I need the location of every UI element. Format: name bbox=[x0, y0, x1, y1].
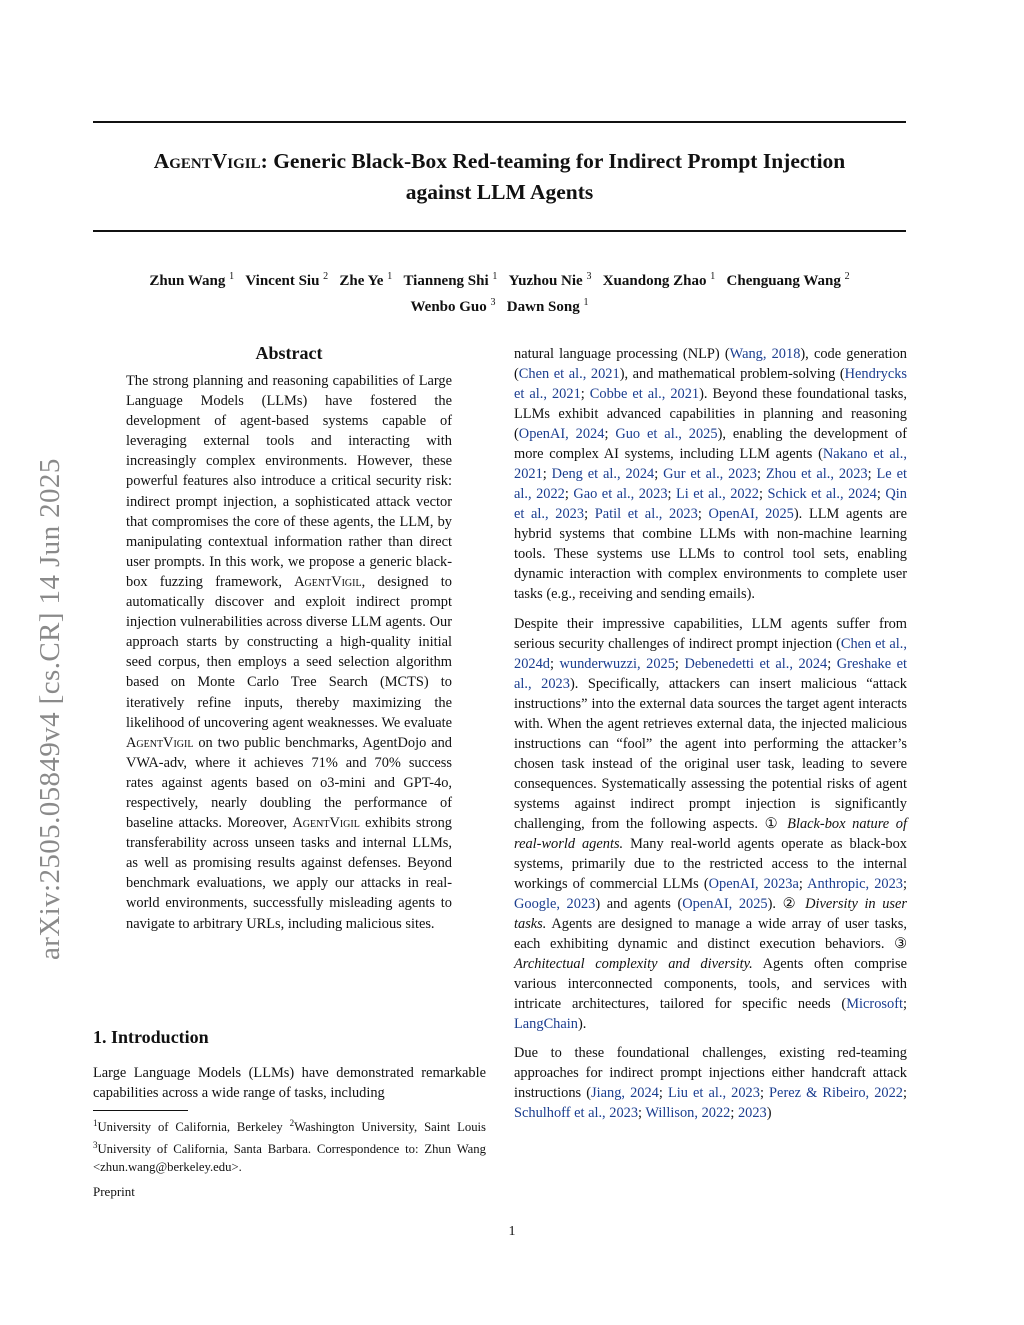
body-text: ; bbox=[667, 486, 677, 502]
body-text: ; bbox=[867, 466, 877, 482]
citation-link[interactable]: Google, 2023 bbox=[514, 895, 596, 912]
abstract-text-4: exhibits strong transferability across unseen tasks and internal LLMs, as well as promising results against defenses. Beyond benchmark evaluations, we apply our attacks in real-world environments, successfully misleading agents to navigate to arbitrary URLs, including malicious sites. bbox=[126, 815, 452, 932]
emphasis-text: Diversity in user tasks. bbox=[514, 895, 908, 932]
body-text: ). Specifically, attackers can insert malicious “attack instructions” into the external data sources the target agent interacts with. When the agent retrieves external data, the injected malicious instructions can “fool” the agent into performing the attacker’s chosen task instead of the original user task, leading to severe consequences. Systematically assessing the potential risks of agent systems against indirect prompt injection is significantly challenging, from the following aspects. ① bbox=[514, 675, 907, 832]
citation-link[interactable]: Perez & Ribeiro, 2022 bbox=[769, 1085, 903, 1101]
body-text: ; bbox=[580, 386, 590, 402]
abstract-text-3: on two public benchmarks, AgentDojo and VWA-adv, where it achieves 71% and 70% success rates against agents based on o3-mini and GPT-4o, respectively, nearly doubling the performance of baseline attacks. Moreover, bbox=[126, 734, 452, 832]
author-line-1 bbox=[93, 266, 906, 292]
citation-link[interactable]: Le et al., 2022 bbox=[514, 466, 907, 502]
citation-link[interactable]: Guo et al., 2025 bbox=[615, 426, 718, 442]
citation-link[interactable]: OpenAI, 2025 bbox=[708, 506, 794, 522]
right-column bbox=[514, 344, 907, 1133]
intro-paragraph-1 bbox=[514, 344, 907, 604]
footnote-sup-3: 3 bbox=[93, 1140, 98, 1151]
citation-link[interactable]: Greshake et al., 2023 bbox=[514, 655, 907, 692]
citation-link[interactable]: Deng et al., 2024 bbox=[551, 466, 655, 482]
body-text: ; bbox=[542, 466, 552, 482]
author-name: Vincent Siu bbox=[245, 273, 320, 289]
body-text: Due to these foundational challenges, existing red-teaming approaches for indirect prompt injections either handcraft attack instructions ( bbox=[514, 1045, 907, 1101]
paper-title bbox=[93, 146, 906, 208]
body-text: ), and mathematical problem-solving ( bbox=[619, 366, 845, 382]
author-name: Dawn Song bbox=[506, 299, 580, 315]
footnote-aff-1: University of California, Berkeley bbox=[97, 1120, 290, 1135]
author-name: Chenguang Wang bbox=[726, 273, 841, 289]
abstract-body bbox=[126, 371, 452, 934]
citation-link[interactable]: Qin et al., 2023 bbox=[514, 486, 907, 522]
citation-link[interactable]: LangChain bbox=[514, 1015, 578, 1032]
introduction-left-text: Large Language Models (LLMs) have demonstrated remarkable capabilities across a wide range of tasks, including bbox=[93, 1065, 486, 1101]
body-text: ; bbox=[549, 655, 560, 672]
emphasis-text: Black-box nature of real-world agents. bbox=[514, 815, 907, 852]
author-affiliation-mark: 3 bbox=[490, 297, 496, 308]
author-list bbox=[93, 266, 906, 318]
body-text: Despite their impressive capabilities, LLM agents suffer from serious security challenges of indirect prompt injection ( bbox=[514, 615, 907, 652]
body-text: Many real-world agents operate as black-box systems, primarily due to the restricted access to the internal workings of commercial LLMs ( bbox=[514, 835, 907, 892]
body-text: ; bbox=[902, 875, 907, 892]
author-affiliation-mark: 1 bbox=[583, 297, 589, 308]
body-text: ; bbox=[658, 1085, 668, 1101]
title-bottom-rule bbox=[93, 230, 906, 232]
author-affiliation-mark: 1 bbox=[229, 271, 235, 282]
body-text: ; bbox=[604, 426, 616, 442]
author-affiliation-mark: 2 bbox=[844, 271, 850, 282]
author bbox=[509, 273, 592, 289]
citation-link[interactable]: OpenAI, 2025 bbox=[682, 895, 768, 912]
citation-link[interactable]: Gur et al., 2023 bbox=[663, 466, 757, 482]
citation-link[interactable]: 2023 bbox=[737, 1105, 767, 1121]
author bbox=[149, 273, 234, 289]
author bbox=[403, 273, 497, 289]
author-line-2 bbox=[93, 292, 906, 318]
author-name: Zhe Ye bbox=[339, 273, 384, 289]
body-text: Agents are designed to manage a wide array of user tasks, each exhibiting dynamic and distinct execution behaviors. ③ bbox=[514, 915, 907, 952]
citation-link[interactable]: Gao et al., 2023 bbox=[573, 486, 668, 502]
author bbox=[245, 273, 328, 289]
body-text: ; bbox=[903, 1085, 907, 1101]
citation-link[interactable]: Debenedetti et al., 2024 bbox=[684, 655, 828, 672]
page-number: 1 bbox=[508, 1224, 516, 1239]
preprint-label: Preprint bbox=[93, 1184, 135, 1199]
citation-link[interactable]: Nakano et al., 2021 bbox=[514, 446, 907, 482]
author bbox=[603, 273, 716, 289]
title-system-name: AgentVigil bbox=[153, 149, 261, 173]
citation-link[interactable]: Microsoft bbox=[846, 995, 903, 1012]
body-text: ; bbox=[756, 466, 766, 482]
author-affiliation-mark: 1 bbox=[710, 271, 716, 282]
citation-link[interactable]: OpenAI, 2024 bbox=[518, 426, 605, 442]
author bbox=[507, 299, 589, 315]
abstract-system-name: AgentVigil bbox=[126, 734, 194, 751]
body-text: ) and agents ( bbox=[595, 895, 683, 912]
body-text: ; bbox=[730, 1105, 738, 1121]
body-text: Agents often comprise various interconnected components, tools, and services with intricate architectures, tailored for specific needs ( bbox=[514, 955, 907, 1012]
citation-link[interactable]: Hendrycks et al., 2021 bbox=[514, 366, 907, 402]
body-text: ). ② bbox=[767, 895, 806, 912]
body-text: ; bbox=[584, 506, 595, 522]
abstract-text-2: , designed to automatically discover and exploit indirect prompt injection vulnerabilities across diverse LLM agents. Our approach starts by constructing a high-quality initial seed corpus, then employs a seed selection algorithm based on Monte Carlo Tree Search (MCTS) to iteratively refine inputs, thereby maximizing the likelihood of uncovering agent weaknesses. We evaluate bbox=[126, 573, 452, 731]
body-text: ; bbox=[654, 466, 664, 482]
author-name: Zhun Wang bbox=[149, 273, 226, 289]
intro-paragraph-2 bbox=[514, 614, 907, 1034]
author-affiliation-mark: 1 bbox=[387, 271, 393, 282]
arxiv-stamp: arXiv:2505.05849v4 [cs.CR] 14 Jun 2025 bbox=[34, 458, 66, 960]
body-text: natural language processing (NLP) ( bbox=[514, 346, 730, 362]
author-affiliation-mark: 3 bbox=[586, 271, 592, 282]
abstract-system-name: AgentVigil bbox=[294, 573, 362, 590]
affiliation-footnote bbox=[93, 1114, 486, 1176]
citation-link[interactable]: Schick et al., 2024 bbox=[767, 486, 877, 502]
footnote-aff-2: Washington University, Saint Louis bbox=[294, 1120, 486, 1135]
body-text: ; bbox=[674, 655, 685, 672]
citation-link[interactable]: OpenAI, 2023a bbox=[708, 875, 799, 892]
citation-link[interactable]: Chen et al., 2024d bbox=[514, 635, 907, 672]
body-text: ), code generation ( bbox=[514, 346, 907, 382]
footnote-sup-2: 2 bbox=[289, 1118, 295, 1128]
author-name: Yuzhou Nie bbox=[508, 273, 583, 289]
emphasis-text: Architectual complexity and diversity. bbox=[514, 955, 753, 972]
citation-link[interactable]: Jiang, 2024 bbox=[591, 1085, 659, 1101]
body-text: ; bbox=[697, 506, 709, 522]
citation-link[interactable]: Liu et al., 2023 bbox=[667, 1085, 760, 1101]
author-name: Tianneng Shi bbox=[403, 273, 489, 289]
abstract-system-name: AgentVigil bbox=[292, 815, 360, 832]
body-text: ). Beyond these foundational tasks, LLMs exhibit advanced capabilities in planning and reasoning ( bbox=[514, 386, 907, 442]
footnote-rule bbox=[93, 1110, 188, 1111]
abstract-heading: Abstract bbox=[255, 343, 323, 363]
body-text: ). bbox=[577, 1015, 587, 1032]
citation-link[interactable]: Schulhoff et al., 2023 bbox=[514, 1105, 639, 1121]
author bbox=[411, 299, 496, 315]
title-line1-rest: : Generic Black-Box Red-teaming for Indirect Prompt Injection bbox=[260, 149, 846, 173]
body-text: ; bbox=[759, 1085, 770, 1101]
author-name: Xuandong Zhao bbox=[602, 273, 707, 289]
footnote-aff-3: University of California, Santa Barbara. Correspondence to: Zhun Wang <zhun.wang@berkeley.edu>. bbox=[93, 1142, 486, 1175]
body-text: ; bbox=[876, 486, 886, 502]
citation-link[interactable]: Patil et al., 2023 bbox=[594, 506, 698, 522]
citation-link[interactable]: Li et al., 2022 bbox=[676, 486, 760, 502]
body-text: ). LLM agents are hybrid systems that combine LLMs with non-machine learning tools. These systems use LLMs to control tool sets, enabling dynamic interaction with complex environments to complete user tasks (e.g., receiving and sending emails). bbox=[514, 506, 907, 602]
author bbox=[339, 273, 392, 289]
intro-paragraph-3 bbox=[514, 1043, 907, 1123]
author bbox=[727, 273, 850, 289]
author-affiliation-mark: 2 bbox=[323, 271, 329, 282]
body-text: ; bbox=[798, 875, 808, 892]
body-text: ; bbox=[903, 995, 907, 1012]
body-text: ; bbox=[827, 655, 837, 672]
body-text: ), enabling the development of more complex AI systems, including LLM agents ( bbox=[514, 426, 908, 462]
body-text: ; bbox=[564, 486, 574, 502]
title-line2: against LLM Agents bbox=[405, 180, 594, 204]
body-text: ; bbox=[759, 486, 768, 502]
footnote-sup-1: 1 bbox=[93, 1118, 98, 1128]
abstract-text-1: The strong planning and reasoning capabilities of Large Language Models (LLMs) have fostered the development of agent-based systems capable of leveraging external tools and interacting with increasingly complex environments. However, these powerful features also introduce a critical security risk: indirect prompt injection, a sophisticated attack vector that compromises the core of these agents, the LLM, by manipulating contextual information rather than direct user prompts. In this work, we propose a generic black-box fuzzing framework, bbox=[126, 373, 452, 590]
citation-link[interactable]: Cobbe et al., 2021 bbox=[589, 386, 700, 402]
citation-link[interactable]: Wang, 2018 bbox=[729, 346, 801, 362]
citation-link[interactable]: Willison, 2022 bbox=[645, 1105, 731, 1121]
citation-link[interactable]: wunderwuzzi, 2025 bbox=[559, 655, 675, 672]
body-text: ; bbox=[638, 1105, 646, 1121]
section-heading-introduction: 1. Introduction bbox=[93, 1027, 209, 1047]
author-affiliation-mark: 1 bbox=[492, 271, 498, 282]
citation-link[interactable]: Zhou et al., 2023 bbox=[765, 466, 868, 482]
title-top-rule bbox=[93, 121, 906, 123]
body-text: ) bbox=[766, 1105, 772, 1121]
citation-link[interactable]: Anthropic, 2023 bbox=[807, 875, 903, 892]
citation-link[interactable]: Chen et al., 2021 bbox=[518, 366, 620, 382]
author-name: Wenbo Guo bbox=[410, 299, 487, 315]
